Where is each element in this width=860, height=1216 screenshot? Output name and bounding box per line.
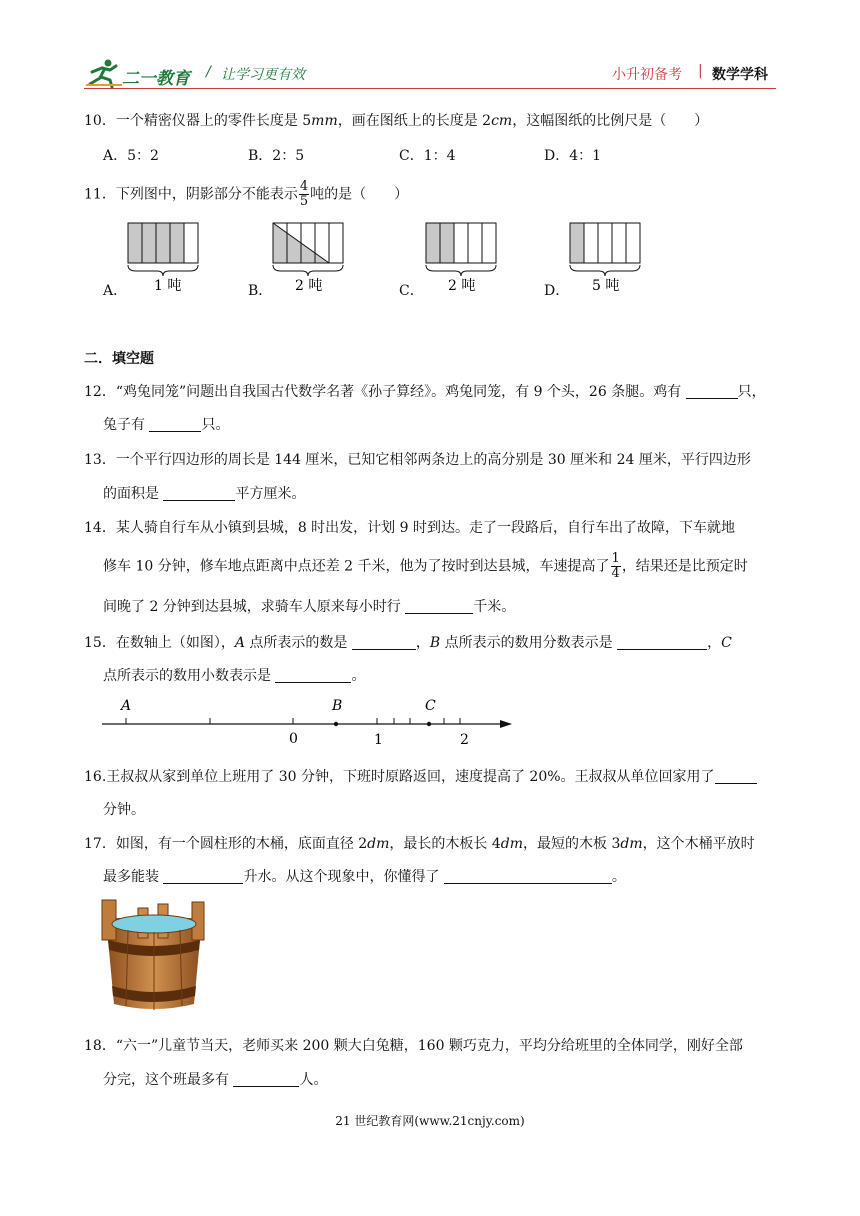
header-subject: 数学学科 (712, 67, 768, 83)
q10-option-b[interactable]: B．2：5 (248, 148, 305, 164)
q11-figure-d (566, 221, 644, 296)
q10-option-a[interactable]: A．5：2 (103, 148, 159, 164)
page-footer: 21 世纪教育网(www.21cnjy.com) (335, 1114, 525, 1128)
question-17-line-1: 17．如图，有一个圆柱形的木桶，底面直径 2dm，最长的木板长 4dm，最短的木板 3dm，这个木桶平放时 (84, 836, 755, 852)
figure-c-label: 2 吨 (448, 278, 476, 294)
slogan: 让学习更有效 (221, 67, 305, 83)
q11-option-a[interactable]: A． (103, 283, 128, 299)
header-category: 小升初备考 (612, 67, 682, 83)
q11-option-d[interactable]: D． (544, 283, 570, 299)
q11-figure-c (422, 221, 500, 296)
tick-2: 2 (460, 732, 469, 748)
q14-blank-speed[interactable] (405, 599, 473, 614)
q15-blank-a[interactable] (352, 635, 416, 650)
tick-1: 1 (374, 732, 383, 748)
fraction-4-5: $\frac{4}{5}$ (299, 179, 309, 209)
tick-0: 0 (289, 731, 298, 747)
q17-blank-lesson[interactable] (444, 869, 612, 884)
label-b: B (332, 698, 343, 714)
label-c: C (425, 698, 436, 714)
number-line-figure (96, 694, 516, 750)
q10-option-c[interactable]: C．1：4 (399, 148, 456, 164)
question-14-line-3: 间晚了 2 分钟到达县城，求骑车人原来每小时行 千米。 (103, 599, 516, 615)
q15-blank-b[interactable] (617, 635, 707, 650)
label-a: A (121, 698, 132, 714)
figure-d-label: 5 吨 (592, 278, 620, 294)
question-12-line-1: 12．“鸡兔同笼”问题出自我国古代数学名著《孙子算经》。鸡兔同笼，有 9 个头，26 条腿。鸡有 只， (84, 384, 766, 400)
q10-option-d[interactable]: D．4：1 (544, 148, 602, 164)
question-16-line-2: 分钟。 (103, 802, 145, 818)
question-15-line-2: 点所表示的数用小数表示是 。 (103, 668, 366, 684)
header-divider (84, 88, 776, 89)
header-separator: | (698, 63, 703, 79)
fraction-1-4: $\frac{1}{4}$ (611, 551, 620, 581)
q11-option-c[interactable]: C． (399, 283, 424, 299)
logo-runner-icon (84, 58, 124, 88)
question-14-line-1: 14．某人骑自行车从小镇到县城，8 时出发，计划 9 时到达。走了一段路后，自行车出了故障，下车就地 (84, 520, 735, 536)
q11-option-b[interactable]: B． (248, 283, 273, 299)
header (0, 0, 860, 95)
question-12-line-2: 兔子有 只。 (103, 417, 230, 433)
question-16-line-1: 16.王叔叔从家到单位上班用了 30 分钟，下班时原路返回，速度提高了 20%。王叔叔从单位回家用了 (84, 766, 757, 786)
logo-text: 二一教育 (122, 69, 190, 89)
question-15-line-1: 15．在数轴上（如图），A 点所表示的数是 ，B 点所表示的数用分数表示是 ，C (84, 635, 732, 651)
q16-blank-minutes[interactable] (715, 769, 757, 784)
question-13-line-2: 的面积是 平方厘米。 (103, 486, 306, 502)
question-18-line-2: 分完，这个班最多有 人。 (103, 1072, 328, 1088)
question-18-line-1: 18．“六一”儿童节当天，老师买来 200 颗大白兔糖，160 颗巧克力，平均分给班里的全体同学，刚好全部 (84, 1038, 743, 1054)
q18-blank-students[interactable] (233, 1072, 299, 1087)
question-17-line-2: 最多能装 升水。从这个现象中，你懂得了 。 (103, 869, 626, 885)
point-b (334, 722, 338, 726)
wooden-bucket-image (98, 896, 210, 1014)
q11-figure-b (269, 221, 347, 296)
question-11: 11．下列图中，阴影部分不能表示 $\frac{4}{5}$ 吨的是（ ） (84, 179, 409, 209)
question-14-line-2: 修车 10 分钟，修车地点距离中点还差 2 千米，他为了按时到达县城，车速提高了 $\frac{1}{4}$ ，结果还是比预定时 (103, 551, 748, 581)
q12-blank-chicken[interactable] (686, 384, 738, 399)
slogan-slash: / (206, 64, 211, 80)
question-13-line-1: 13．一个平行四边形的周长是 144 厘米，已知它相邻两条边上的高分别是 30 厘米和 24 厘米，平行四边形 (84, 452, 751, 468)
figure-b-label: 2 吨 (295, 278, 323, 294)
q11-figure-a (124, 221, 202, 296)
q12-blank-rabbit[interactable] (149, 417, 201, 432)
question-10: 10．一个精密仪器上的零件长度是 5mm，画在图纸上的长度是 2cm，这幅图纸的比例尺是（ ） (84, 113, 709, 129)
q15-blank-c[interactable] (275, 668, 351, 683)
section-heading-fill-in: 二．填空题 (84, 351, 154, 367)
q13-blank-area[interactable] (163, 486, 235, 501)
point-c (427, 722, 431, 726)
q17-blank-liters[interactable] (163, 869, 243, 884)
figure-a-label: 1 吨 (154, 278, 182, 294)
